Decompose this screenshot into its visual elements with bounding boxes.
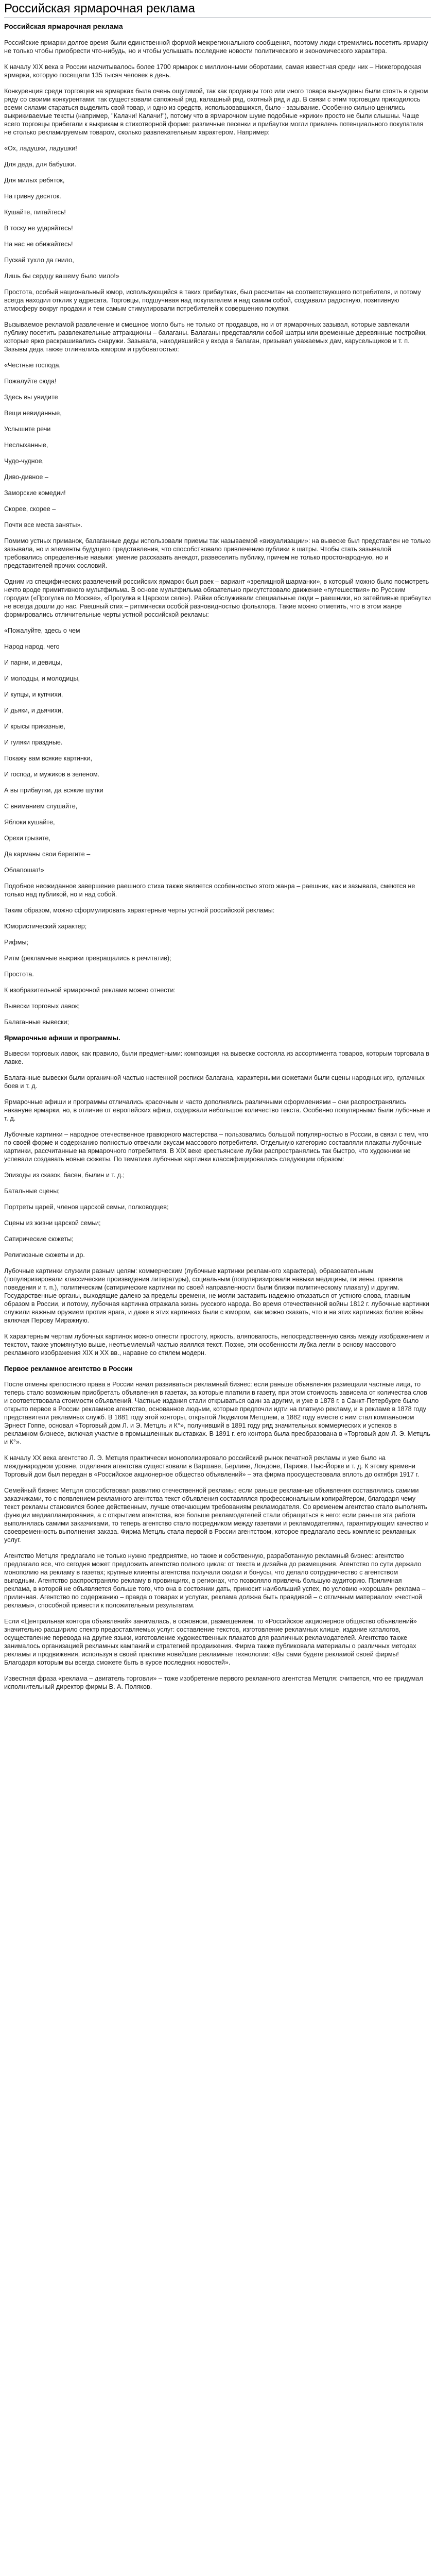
paragraph: Простота, особый национальный юмор, использующийся в таких прибаутках, был рассчитан на соответствующего потребителя, и потому всегда находил отклик у адресата. Торговцы, подшучивая над покупателем и над самим собой, создавали радостную, позитивную атмосферу вокруг продажи и тем самым стимулировали потребителей к совершению покупки. [4, 289, 421, 312]
paragraph: Пускай тухло да гнило, [4, 257, 74, 264]
paragraph: Балаганные вывески были органичной частью настенной росписи балагана, характерными сюжетами были сцены народных игр, кулачных боев и т. д. [4, 1074, 425, 1090]
section-heading: Первое рекламное агентство в России [4, 1365, 133, 1372]
paragraph: Сатирические сюжеты; [4, 1235, 74, 1243]
paragraph: На гривну десяток. [4, 193, 61, 200]
paragraph: Диво-дивное – [4, 473, 48, 481]
paragraph: И крысы приказные, [4, 723, 65, 730]
paragraph: Услышите речи [4, 426, 51, 433]
paragraph: Семейный бизнес Метцля способствовал развитию отечественной рекламы: если раньше рекламные объявления составлялись самими заказчиками, то с появлением рекламного агентства текст объявления составлялся профессиональным копирайтером, благодаря чему текст рекламы становился более действенным, лучше отвечающим требованиям рекламодателя. Со временем агентство стало выполнять функции медиапланирования, а с открытием агентства, все больше рекламодателей стали обращаться в него: если раньше эта работа выполнялась самими заказчиками, то теперь агентство стало посредником между газетами и рекламодателями, гарантирующим качество и своевременность выполнения заказа. Фирма Метцль стала первой в России агентством, которое предлагало весь комплекс рекламных услуг. [4, 1487, 429, 1544]
paragraph: Лубочные картинки – народное отечественное гравюрного мастерства – пользовались большой популярностью в России, в связи с тем, что по своей форме и содержанию полностью отвечали вкусам массового потребителя. Отдельную категорию составляли плакаты-лубочные картинки, рассчитанные на ярмарочного потребителя. В XIX веке крестьянские лубки распространялись так быстро, что художники не успевали создавать новые сюжеты. По тематике лубочные картинки классифицировались следующим образом: [4, 1131, 428, 1163]
paragraph: Неслыханные, [4, 442, 48, 449]
section-heading: Ярмарочные афиши и программы. [4, 1034, 120, 1042]
paragraph: И купцы, и купчихи, [4, 691, 63, 698]
paragraph: Рифмы; [4, 939, 29, 946]
paragraph: И молодцы, и молодицы, [4, 675, 80, 682]
paragraph: И господ, и мужиков в зеленом. [4, 771, 100, 778]
paragraph: Пожалуйте сюда! [4, 378, 57, 385]
paragraph: А вы прибаутки, да всякие шутки [4, 787, 103, 794]
paragraph: Батальные сцены; [4, 1188, 60, 1195]
paragraph: Яблоки кушайте, [4, 819, 55, 826]
paragraph: Лишь бы сердцу вашему было мило!» [4, 273, 119, 280]
paragraph: Если «Центральная контора объявлений» занималась, в основном, размещением, то «Российское акционерное общество объявлений» значительно расширило спектр предоставляемых услуг: составление текстов, изготовление рекламных клише, издание каталогов, осуществление перевода на другие языки, изготовление художественных плакатов для различных рекламодателей. Агентство также занималось организацией рекламных кампаний и стратегией продвижения. Фирма также публиковала материалы о различных методах рекламы и продвижения, используя в своей практике новейшие рекламные технологии: «Вы сами будете рекламой своей фирмы! Благодаря которым вы всегда сможете быть в курсе последних новостей». [4, 1618, 417, 1666]
paragraph: И гуляки праздные. [4, 739, 63, 746]
paragraph: Сцены из жизни царской семьи; [4, 1219, 101, 1227]
paragraph: Известная фраза «реклама – двигатель торговли» – тоже изобретение первого рекламного агентства Метцля: считается, что ее придумал исполнительный директор фирмы В. А. Поляков. [4, 1675, 423, 1690]
paragraph: К характерным чертам лубочных картинок можно отнести простоту, яркость, аляповатость, непосредственную связь между изображением и текстом, также упомянутую выше, неотъемлемый частью являлся текст. Позже, эти особенности лубка легли в основу массового рекламного изображения XIX и XX вв., наравне со стилем модерн. [4, 1333, 429, 1357]
paragraph: Орехи грызите, [4, 835, 50, 842]
paragraph: Покажу вам всякие картинки, [4, 755, 92, 762]
paragraph: К началу XX века агентство Л. Э. Метцля практически монополизировало российский рынок печатной рекламы и уже было на международном уровне, отделения агентства существовали в Варшаве, Берлине, Лондоне, Париже, Нью-Йорке и т. д. К этому времени Торговый дом был передан в «Российское акционерное общество объявлений» – эта фирма просуществовала вплоть до октября 1917 г. [4, 1454, 420, 1478]
section-subtitle: Российская ярмарочная реклама [4, 22, 123, 30]
paragraph: Народ народ, чего [4, 643, 60, 650]
paragraph: Религиозные сюжеты и др. [4, 1251, 85, 1259]
paragraph: Да карманы свои берегите – [4, 851, 91, 858]
paragraph: Скорее, скорее – [4, 505, 56, 513]
paragraph: Чудо-чудное, [4, 457, 44, 465]
paragraph: Здесь вы увидите [4, 394, 58, 401]
paragraph: «Пожалуйте, здесь о чем [4, 627, 80, 634]
paragraph: Почти все места заняты». [4, 521, 82, 529]
paragraph: Кушайте, питайтесь! [4, 209, 66, 216]
paragraph: Одним из специфических развлечений российских ярмарок был раек – вариант «зрелищной шарманки», в который можно было посмотреть нечто вроде примитивного мультфильма. В основе мультфильма обязательно присутствовало движение «путешествия» по Русским городам («Прогулка по Москве», «Прогулка в Царском селе»). Райки обслуживали специальные люди – раешники, но затейливые прибаутки не всегда дошли до нас. Раешный стих – ритмически особой разновидностью фольклора. Такие можно отметить, что в этом жанре формировались отличительные черты устной российской рекламы: [4, 578, 431, 618]
paragraph: Портреты царей, членов царской семьи, полководцев; [4, 1204, 169, 1211]
paragraph: Заморские комедии! [4, 489, 66, 497]
paragraph: И дьяки, и дьячихи, [4, 707, 63, 714]
paragraph: Вывески торговых лавок; [4, 1003, 80, 1010]
paragraph: В тоску не ударяйтесь! [4, 225, 73, 232]
paragraph: Ярмарочные афиши и программы отличались красочным и часто дополнялись различными оформлениями – они распространялись накануне ярмарки, но, в отличие от европейских афиш, содержали небольшое количество текста. Особенно популярными были лубочные и т. д. [4, 1098, 430, 1122]
paragraph: Конкуренция среди торговцев на ярмарках была очень ощутимой, так как продавцы того или иного товара вынуждены были стоять в одном ряду со своими конкурентами: так существовали сапожный ряд, калашный ряд, охотный ряд и др. В связи с этим торговцам приходилось всеми силами стараться выделить свой товар, и одно из средств, использовавшихся, было - зазывание. Особенно сильно ценились выкрикиваемые тексты (например, "Калачи! Калачи!"), потому что в ярмарочном шуме подобные «крики» просто не были слышны. Чаще всего торговцы прибегали к выкрикам в стихотворной форме: различные песенки и прибаутки могли привлечь потенциального покупателя не столько рекламируемым товаром, сколько развлекательным характером. Например: [4, 88, 428, 136]
paragraph: Для деда, для бабушки. [4, 161, 76, 168]
paragraph: К началу XIX века в России насчитывалось более 1700 ярмарок с миллионными оборотами, самая известная среди них – Нижегородская ярмарка, которую посещали 135 тысяч человек в день. [4, 63, 422, 79]
paragraph: Юмористический характер; [4, 923, 87, 930]
paragraph: К изобразительной ярмарочной рекламе можно отнести: [4, 987, 176, 994]
paragraph: С вниманием слушайте, [4, 803, 78, 810]
page-title: Российская ярмарочная реклама [4, 1, 431, 18]
paragraph: Простота. [4, 971, 34, 978]
paragraph: Вещи невиданные, [4, 410, 62, 417]
paragraph: Вызываемое рекламой развлечение и смешное могло быть не только от продавцов, но и от ярмарочных зазывал, которые завлекали публику посетить развлекательные аттракционы – балаганы. Балаганы представляли собой шатры или временные деревянные постройки, которые ярко раскрашивались снаружи. Зазывала, находившийся у входа в балаган, призывал уважаемых дам, карусельщиков и т. п. Зазывы деда также отличались юмором и грубоватостью: [4, 321, 427, 353]
paragraph: Лубочные картинки служили разным целям: коммерческим (лубочные картинки рекламного характера), образовательным (популяризировали классические произведения литературы), социальным (популяризировали навыки медицины, гигиены, правила поведения и т. п.), политическим (сатирические картинки по своей направленности были близки политическому плакату) и другим. Государственные органы, выходящие далеко за пределы времени, не могли заставить надежно отказаться от устного слова, главным образом в России, и потому, лубочная картинка отражала жизнь русского народа. Во время отечественной войны 1812 г. лубочные картинки служили важным оружием против врага, и даже в этих картинках были с юмором, как можно сказать, что и на этих картинках более войны включая Перову Миражную. [4, 1267, 429, 1324]
paragraph: И парни, и девицы, [4, 659, 62, 666]
paragraph: «Ох, ладушки, ладушки! [4, 145, 77, 152]
paragraph: Вывески торговых лавок, как правило, были предметными: композиция на вывеске состояла из ассортимента товаров, которым торговала в лавке. [4, 1050, 429, 1065]
article-body [4, 39, 431, 1691]
paragraph: Таким образом, можно сформулировать характерные черты устной российской рекламы: [4, 907, 275, 914]
paragraph: После отмены крепостного права в России начал развиваться рекламный бизнес: если раньше объявления размещали частные лица, то теперь стало возможным приобретать объявления в газетах, за которые платили в газету, при этом стоимость зависела от количества слов и соответствовала стоимости объявлений. Частные издания стали открываться один за другим, и уже в 1878 г. в Санкт-Петербурге было открыто первое в России рекламное агентство, основанное людьми, которые предпочли идти на платную рекламу, и в рекламе в 1878 году представители рекламных служб. В 1881 году этой конторы, открытой Людвигом Метцлем, а 1882 году вместе с ним стал компаньоном Эрнест Гоппе, основал «Торговый дом Л. и Э. Метцль и К°», получивший в 1891 году ряд значительных коммерческих и успехов в рекламном бизнесе, включая участие в промышленных выставках. В 1891 г. его контора была преобразована в «Торговый дом Л. Э. Метцль и К°». [4, 1381, 430, 1446]
paragraph: Помимо устных приманок, балаганные деды использовали приемы так называемой «визуализации»: на вывеске был представлен не только зазывала, но и элементы будущего представления, что способствовало привлечению публики в шатры. Чтобы стать зазывалой требовались определенные навыки: умение рассказать анекдот, развеселить публику, причем не только простонародную, но и представителей прочих сословий. [4, 537, 431, 569]
paragraph: «Честные господа, [4, 362, 61, 369]
paragraph: На нас не обижайтесь! [4, 241, 73, 248]
paragraph: Агентство Метцля предлагало не только нужно предприятие, но также и собственную, разработанную рекламный бизнес: агентство предлагало все, что сегодня может предложить агентство полного цикла: от текста и дизайна до размещения. Агентство по сути держало монополию на рекламу в газетах; крупные клиенты агентства получали скидки и бонусы, что делало сотрудничество с агентством выгодным. Агентство распространяло рекламу в провинциях, в регионах, что позволяло привлечь большую аудиторию. Приличная реклама, в которой не объявляется больше того, что она в состоянии дать, приносит наибольший успех, по условию «хорошая» реклама – приличная. Агентство по содержанию – правда о товарах и услугах, реклама должна быть правдивой – с отличным материалом «честной рекламы», способной привести к положительным результатам. [4, 1552, 426, 1609]
paragraph: Облапошат!» [4, 867, 44, 874]
paragraph: Российские ярмарки долгое время были единственной формой межрегионального сообщения, поэтому люди стремились посетить ярмарку не только чтобы приобрести что-нибудь, но и чтобы услышать последние новости политического и экономического характера. [4, 39, 428, 55]
paragraph: Ритм (рекламные выкрики превращались в речитатив); [4, 955, 171, 962]
paragraph: Эпизоды из сказок, басен, былин и т. д.; [4, 1172, 125, 1179]
paragraph: Балаганные вывески; [4, 1019, 69, 1026]
paragraph: Для милых ребяток, [4, 177, 65, 184]
paragraph: Подобное неожиданное завершение раешного стиха также является особенностью этого жанра – раешник, как и зазывала, смеются не только над публикой, но и над собой. [4, 883, 415, 898]
